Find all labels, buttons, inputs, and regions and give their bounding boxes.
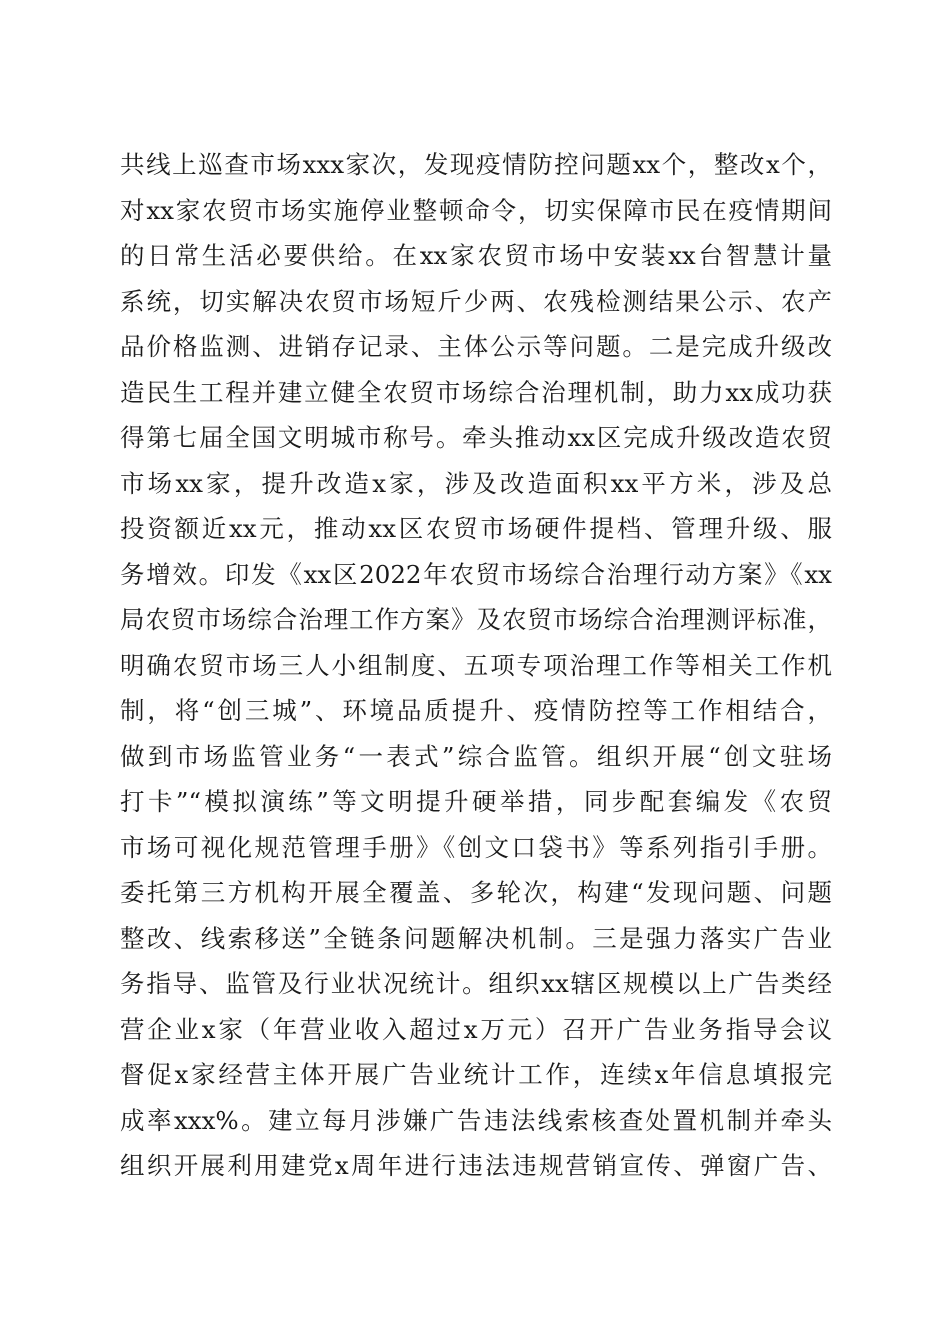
text-line: 系统，切实解决农贸市场短斤少两、农残检测结果公示、农产 <box>120 286 832 316</box>
text-line: 务指导、监管及行业状况统计。组织xx辖区规模以上广告类经 <box>120 969 832 998</box>
text-line: 整改、线索移送”全链条问题解决机制。三是强力落实广告业 <box>120 923 832 953</box>
text-line: 制，将“创三城”、环境品质提升、疫情防控等工作相结合， <box>120 696 832 725</box>
text-line: 得第七届全国文明城市称号。牵头推动xx区完成升级改造农贸 <box>120 423 832 452</box>
text-line: 对xx家农贸市场实施停业整顿命令，切实保障市民在疫情期间 <box>120 195 832 225</box>
text-line: 营企业x家（年营业收入超过x万元）召开广告业务指导会议 <box>120 1014 832 1044</box>
text-line: 做到市场监管业务“一表式”综合监管。组织开展“创文驻场 <box>120 741 832 771</box>
text-line: 成率xxx%。建立每月涉嫌广告违法线索核查处置机制并牵头 <box>120 1105 832 1135</box>
text-line: 组织开展利用建党x周年进行违法违规营销宣传、弹窗广告、 <box>120 1151 832 1180</box>
text-line: 督促x家经营主体开展广告业统计工作，连续x年信息填报完 <box>120 1060 832 1089</box>
text-line: 局农贸市场综合治理工作方案》及农贸市场综合治理测评标准， <box>120 605 832 634</box>
text-line: 明确农贸市场三人小组制度、五项专项治理工作等相关工作机 <box>120 650 832 680</box>
text-line: 市场xx家，提升改造x家，涉及改造面积xx平方米，涉及总 <box>120 468 832 498</box>
text-line: 共线上巡查市场xxx家次，发现疫情防控问题xx个，整改x个， <box>120 150 832 179</box>
body-paragraph <box>120 142 832 1189</box>
text-line: 打卡”“模拟演练”等文明提升硬举措，同步配套编发《农贸 <box>120 787 832 816</box>
text-line: 市场可视化规范管理手册》《创文口袋书》等系列指引手册。 <box>120 832 832 862</box>
text-line: 的日常生活必要供给。在xx家农贸市场中安装xx台智慧计量 <box>120 241 832 270</box>
text-line: 品价格监测、进销存记录、主体公示等问题。二是完成升级改 <box>120 332 832 361</box>
text-line: 投资额近xx元，推动xx区农贸市场硬件提档、管理升级、服 <box>120 514 832 543</box>
text-line: 委托第三方机构开展全覆盖、多轮次，构建“发现问题、问题 <box>120 878 832 907</box>
text-line: 造民生工程并建立健全农贸市场综合治理机制，助力xx成功获 <box>120 377 832 407</box>
text-line: 务增效。印发《xx区2022年农贸市场综合治理行动方案》《xx <box>120 559 832 589</box>
